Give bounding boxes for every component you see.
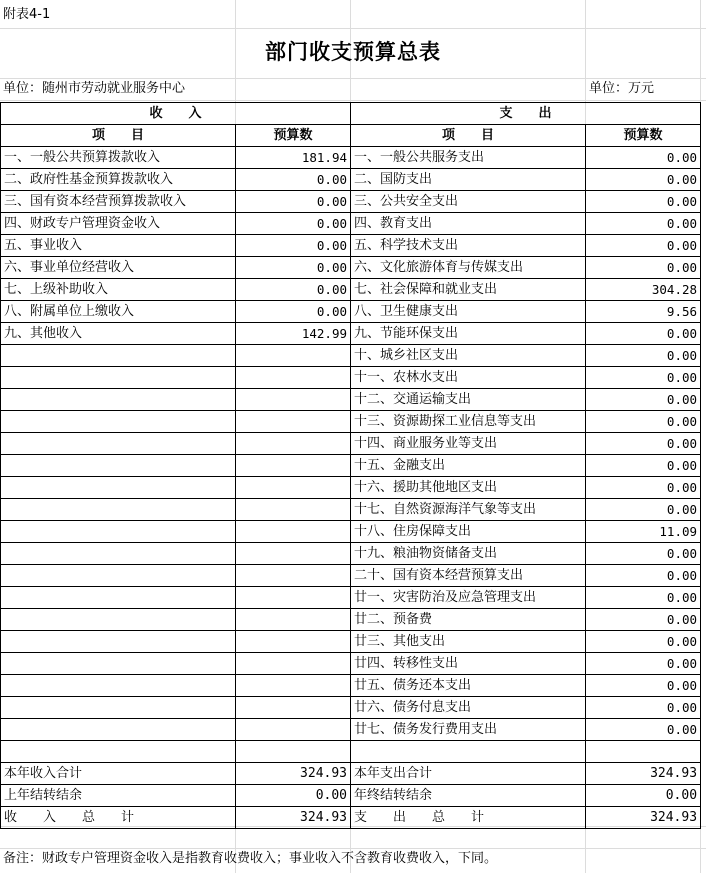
expense-amount-cell: 0.00 bbox=[586, 323, 701, 345]
table-row bbox=[1, 323, 701, 345]
expense-amount-cell: 0.00 bbox=[586, 433, 701, 455]
expense-amount-cell: 0.00 bbox=[586, 147, 701, 169]
income-amount-cell bbox=[236, 367, 351, 389]
expense-item-cell: 七、社会保障和就业支出 bbox=[351, 279, 586, 301]
table-row bbox=[1, 389, 701, 411]
expense-amount-cell: 11.09 bbox=[586, 521, 701, 543]
table-row bbox=[1, 719, 701, 741]
table-row bbox=[1, 169, 701, 191]
income-item-cell bbox=[1, 741, 236, 763]
income-amount-cell bbox=[236, 345, 351, 367]
expense-item-cell: 十九、粮油物资储备支出 bbox=[351, 543, 586, 565]
expense-item-cell: 二、国防支出 bbox=[351, 169, 586, 191]
income-section-header: 收 入 bbox=[1, 103, 351, 125]
expense-amount-cell: 9.56 bbox=[586, 301, 701, 323]
expense-amount-cell: 0.00 bbox=[586, 477, 701, 499]
gridline bbox=[0, 100, 706, 101]
table-row bbox=[1, 653, 701, 675]
income-item-cell bbox=[1, 565, 236, 587]
expense-amount-cell: 0.00 bbox=[586, 191, 701, 213]
income-item-cell bbox=[1, 543, 236, 565]
income-item-cell: 上年结转结余 bbox=[1, 785, 236, 807]
table-row bbox=[1, 367, 701, 389]
income-amount-cell: 0.00 bbox=[236, 257, 351, 279]
table-row bbox=[1, 345, 701, 367]
expense-amount-cell: 0.00 bbox=[586, 587, 701, 609]
footnote: 备注：财政专户管理资金收入是指教育收费收入；事业收入不含教育收费收入，下同。 bbox=[3, 851, 498, 866]
column-header-row bbox=[1, 125, 701, 147]
income-amount-cell bbox=[236, 631, 351, 653]
expense-item-cell: 十六、援助其他地区支出 bbox=[351, 477, 586, 499]
expense-item-cell: 廿一、灾害防治及应急管理支出 bbox=[351, 587, 586, 609]
table-row bbox=[1, 235, 701, 257]
sheet-tag: 附表4-1 bbox=[3, 7, 51, 22]
income-amount-cell bbox=[236, 719, 351, 741]
income-amount-cell: 0.00 bbox=[236, 785, 351, 807]
expense-amount-cell: 0.00 bbox=[586, 719, 701, 741]
expense-amount-cell: 0.00 bbox=[586, 345, 701, 367]
expense-amount-cell: 0.00 bbox=[586, 257, 701, 279]
table-row bbox=[1, 191, 701, 213]
expense-item-cell: 八、卫生健康支出 bbox=[351, 301, 586, 323]
income-item-cell: 一、一般公共预算拨款收入 bbox=[1, 147, 236, 169]
income-amount-cell bbox=[236, 411, 351, 433]
income-item-cell bbox=[1, 631, 236, 653]
income-item-cell bbox=[1, 433, 236, 455]
expense-amount-cell: 304.28 bbox=[586, 279, 701, 301]
expense-amount-cell: 0.00 bbox=[586, 565, 701, 587]
expense-section-header: 支 出 bbox=[351, 103, 701, 125]
expense-item-cell: 十一、农林水支出 bbox=[351, 367, 586, 389]
expense-amount-cell: 0.00 bbox=[586, 235, 701, 257]
income-item-cell bbox=[1, 587, 236, 609]
income-item-cell bbox=[1, 675, 236, 697]
expense-amount-cell: 0.00 bbox=[586, 675, 701, 697]
income-item-cell: 三、国有资本经营预算拨款收入 bbox=[1, 191, 236, 213]
expense-item-cell: 十四、商业服务业等支出 bbox=[351, 433, 586, 455]
table-row bbox=[1, 455, 701, 477]
income-budget-header: 预算数 bbox=[236, 125, 351, 147]
income-item-cell: 五、事业收入 bbox=[1, 235, 236, 257]
expense-budget-header: 预算数 bbox=[586, 125, 701, 147]
expense-item-cell bbox=[351, 741, 586, 763]
expense-item-cell: 廿四、转移性支出 bbox=[351, 653, 586, 675]
table-row bbox=[1, 565, 701, 587]
expense-amount-cell: 0.00 bbox=[586, 411, 701, 433]
income-item-cell bbox=[1, 411, 236, 433]
expense-item-cell: 五、科学技术支出 bbox=[351, 235, 586, 257]
income-item-cell: 九、其他收入 bbox=[1, 323, 236, 345]
income-item-cell: 六、事业单位经营收入 bbox=[1, 257, 236, 279]
income-amount-cell bbox=[236, 697, 351, 719]
income-item-cell bbox=[1, 477, 236, 499]
total-row bbox=[1, 807, 701, 829]
table-row bbox=[1, 411, 701, 433]
income-amount-cell: 324.93 bbox=[236, 807, 351, 829]
expense-item-cell: 十二、交通运输支出 bbox=[351, 389, 586, 411]
expense-item-cell: 三、公共安全支出 bbox=[351, 191, 586, 213]
expense-item-cell: 支 出 总 计 bbox=[351, 807, 586, 829]
expense-item-cell: 九、节能环保支出 bbox=[351, 323, 586, 345]
expense-item-cell: 一、一般公共服务支出 bbox=[351, 147, 586, 169]
expense-amount-cell: 324.93 bbox=[586, 807, 701, 829]
table-row bbox=[1, 521, 701, 543]
income-amount-cell bbox=[236, 433, 351, 455]
table-row bbox=[1, 213, 701, 235]
table-row bbox=[1, 609, 701, 631]
expense-item-cell: 年终结转结余 bbox=[351, 785, 586, 807]
income-item-cell: 四、财政专户管理资金收入 bbox=[1, 213, 236, 235]
expense-amount-cell: 0.00 bbox=[586, 543, 701, 565]
income-amount-cell: 0.00 bbox=[236, 279, 351, 301]
expense-item-cell: 廿二、预备费 bbox=[351, 609, 586, 631]
income-amount-cell bbox=[236, 653, 351, 675]
income-item-cell bbox=[1, 345, 236, 367]
income-item-cell bbox=[1, 367, 236, 389]
expense-amount-cell: 0.00 bbox=[586, 785, 701, 807]
income-amount-cell bbox=[236, 675, 351, 697]
table-row bbox=[1, 433, 701, 455]
income-amount-cell: 142.99 bbox=[236, 323, 351, 345]
income-item-cell bbox=[1, 521, 236, 543]
income-item-cell: 本年收入合计 bbox=[1, 763, 236, 785]
table-row bbox=[1, 499, 701, 521]
expense-amount-cell: 0.00 bbox=[586, 653, 701, 675]
expense-amount-cell bbox=[586, 741, 701, 763]
expense-item-cell: 十三、资源勘探工业信息等支出 bbox=[351, 411, 586, 433]
expense-item-cell: 十、城乡社区支出 bbox=[351, 345, 586, 367]
expense-amount-cell: 0.00 bbox=[586, 213, 701, 235]
unit-org: 单位：随州市劳动就业服务中心 bbox=[3, 81, 186, 96]
gridline bbox=[0, 28, 706, 29]
table-row bbox=[1, 147, 701, 169]
income-amount-cell: 0.00 bbox=[236, 235, 351, 257]
expense-item-cell: 廿三、其他支出 bbox=[351, 631, 586, 653]
expense-item-cell: 廿六、债务付息支出 bbox=[351, 697, 586, 719]
expense-amount-cell: 0.00 bbox=[586, 609, 701, 631]
income-amount-cell bbox=[236, 455, 351, 477]
income-amount-cell bbox=[236, 477, 351, 499]
expense-amount-cell: 0.00 bbox=[586, 455, 701, 477]
income-amount-cell: 324.93 bbox=[236, 763, 351, 785]
income-item-cell bbox=[1, 499, 236, 521]
expense-item-cell: 本年支出合计 bbox=[351, 763, 586, 785]
expense-item-cell: 廿五、债务还本支出 bbox=[351, 675, 586, 697]
expense-amount-cell: 0.00 bbox=[586, 499, 701, 521]
budget-table bbox=[0, 102, 701, 829]
income-amount-cell bbox=[236, 587, 351, 609]
income-amount-cell bbox=[236, 499, 351, 521]
income-item-cell bbox=[1, 653, 236, 675]
expense-amount-cell: 0.00 bbox=[586, 169, 701, 191]
total-row bbox=[1, 763, 701, 785]
income-amount-cell bbox=[236, 389, 351, 411]
expense-item-cell: 十七、自然资源海洋气象等支出 bbox=[351, 499, 586, 521]
income-item-cell: 收 入 总 计 bbox=[1, 807, 236, 829]
expense-amount-cell: 0.00 bbox=[586, 367, 701, 389]
income-amount-cell bbox=[236, 741, 351, 763]
table-row bbox=[1, 631, 701, 653]
income-item-cell: 八、附属单位上缴收入 bbox=[1, 301, 236, 323]
income-amount-cell: 0.00 bbox=[236, 301, 351, 323]
income-item-header: 项 目 bbox=[1, 125, 236, 147]
income-amount-cell bbox=[236, 609, 351, 631]
expense-item-cell: 四、教育支出 bbox=[351, 213, 586, 235]
expense-item-cell: 十八、住房保障支出 bbox=[351, 521, 586, 543]
table-row bbox=[1, 697, 701, 719]
expense-amount-cell: 0.00 bbox=[586, 631, 701, 653]
income-amount-cell bbox=[236, 565, 351, 587]
income-amount-cell: 181.94 bbox=[236, 147, 351, 169]
income-item-cell bbox=[1, 455, 236, 477]
expense-item-cell: 廿七、债务发行费用支出 bbox=[351, 719, 586, 741]
income-amount-cell bbox=[236, 543, 351, 565]
total-row bbox=[1, 785, 701, 807]
section-header-row bbox=[1, 103, 701, 125]
income-amount-cell: 0.00 bbox=[236, 169, 351, 191]
table-row bbox=[1, 477, 701, 499]
table-row bbox=[1, 257, 701, 279]
expense-item-cell: 十五、金融支出 bbox=[351, 455, 586, 477]
expense-item-cell: 二十、国有资本经营预算支出 bbox=[351, 565, 586, 587]
income-amount-cell: 0.00 bbox=[236, 213, 351, 235]
income-amount-cell: 0.00 bbox=[236, 191, 351, 213]
income-item-cell bbox=[1, 697, 236, 719]
income-item-cell: 七、上级补助收入 bbox=[1, 279, 236, 301]
expense-item-header: 项 目 bbox=[351, 125, 586, 147]
expense-amount-cell: 0.00 bbox=[586, 697, 701, 719]
unit-currency: 单位：万元 bbox=[589, 81, 655, 96]
income-item-cell bbox=[1, 389, 236, 411]
income-item-cell: 二、政府性基金预算拨款收入 bbox=[1, 169, 236, 191]
expense-item-cell: 六、文化旅游体育与传媒支出 bbox=[351, 257, 586, 279]
expense-amount-cell: 324.93 bbox=[586, 763, 701, 785]
table-row bbox=[1, 543, 701, 565]
expense-amount-cell: 0.00 bbox=[586, 389, 701, 411]
table-row bbox=[1, 301, 701, 323]
table-row bbox=[1, 741, 701, 763]
page-title: 部门收支预算总表 bbox=[265, 40, 441, 64]
table-row bbox=[1, 587, 701, 609]
income-amount-cell bbox=[236, 521, 351, 543]
income-item-cell bbox=[1, 609, 236, 631]
income-item-cell bbox=[1, 719, 236, 741]
table-row bbox=[1, 279, 701, 301]
table-row bbox=[1, 675, 701, 697]
